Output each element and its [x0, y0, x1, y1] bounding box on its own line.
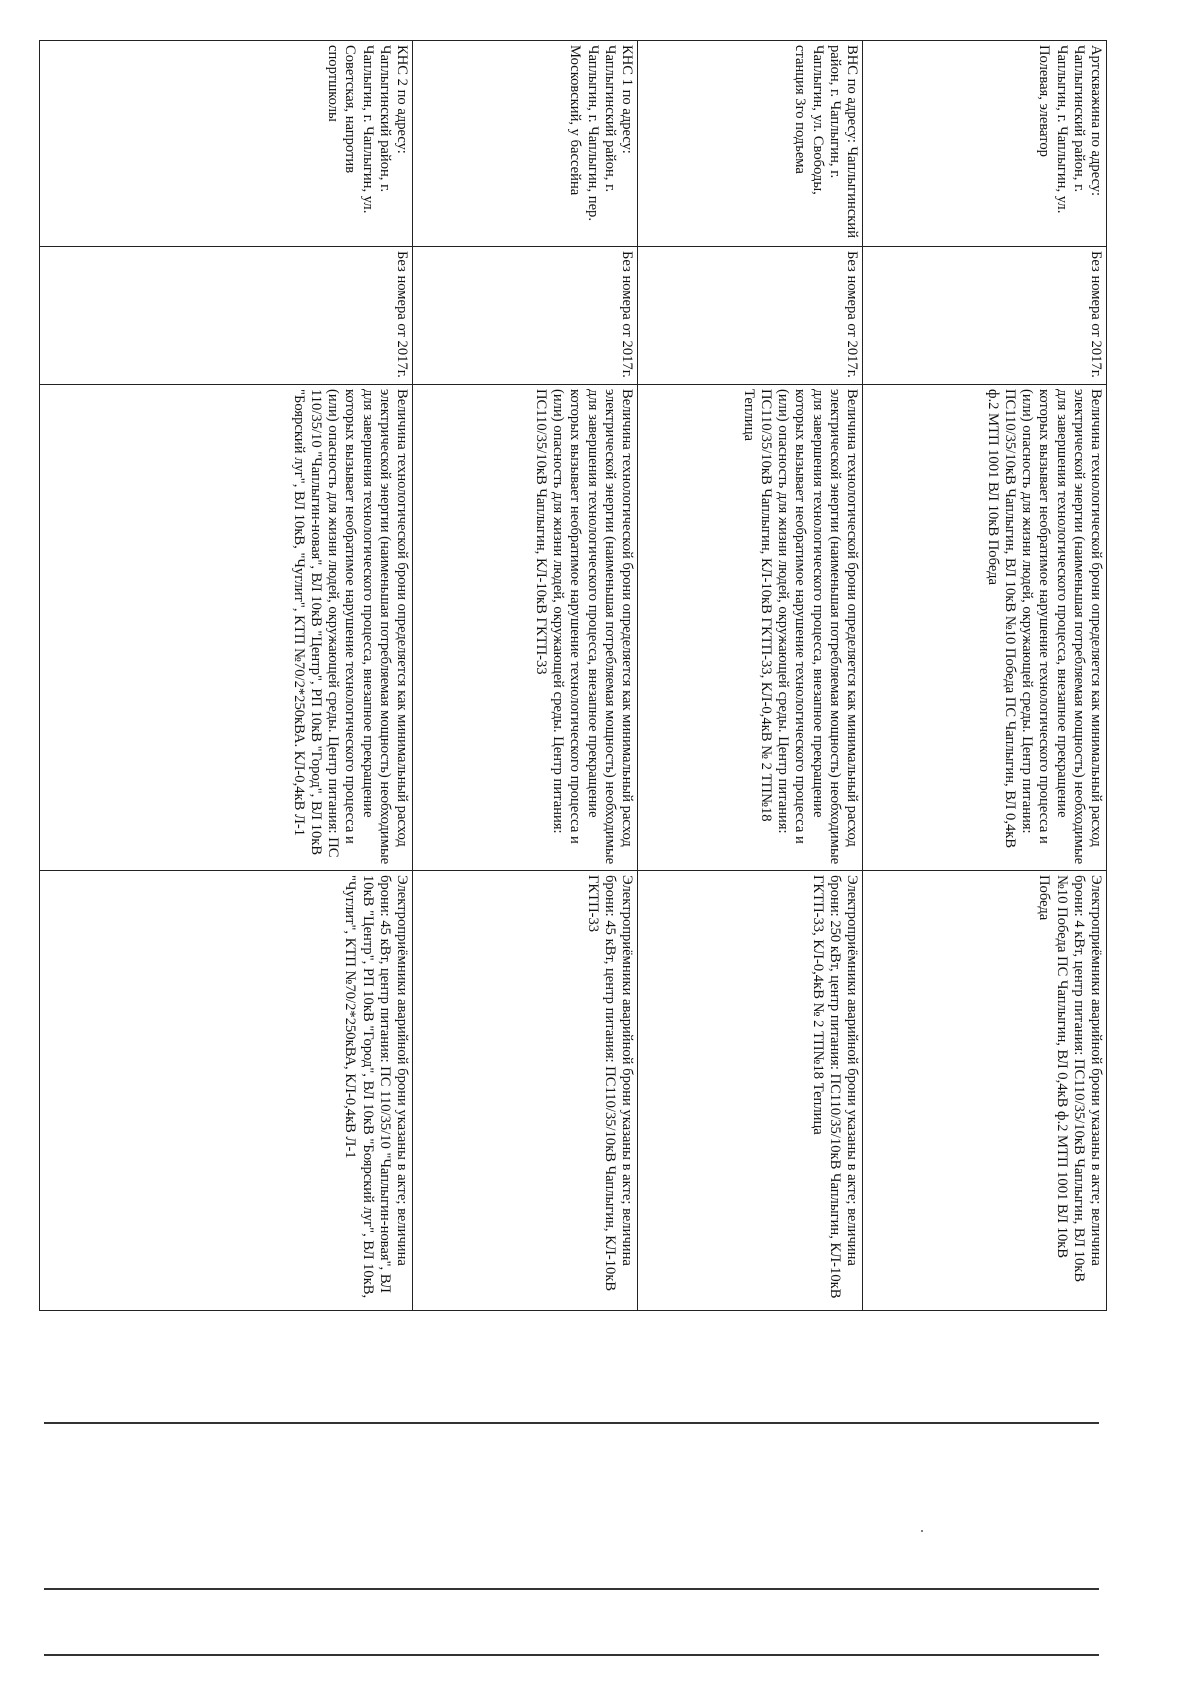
emergency-reserve-cell: Электроприёмники аварийной брони указаны в акте; величина брони: 4 кВт, центр питания: ПС110/35/10кВ Чаплыгин, ВЛ 10кВ №10 Победа ПС Чаплыгин, ВЛ 0,4кВ ф.2 МТП 1001 ВЛ 10кВ Победа — [863, 871, 1107, 1311]
tech-reserve-cell: Величина технологической брони определяется как минимальный расход электрической энергии (наименьшая потребляемая мощность) необходимые для завершения технологического процесса, внезапное прекращение которых вызывает необратимое нарушение технологического процесса и (или) опасность для жизни людей, окружающей среды. Центр питания: ПС110/35/10кВ Чаплыгин, ВЛ 10кВ №10 Победа ПС Чаплыгин, ВЛ 0,4кВ ф.2 МТП 1001 ВЛ 10кВ Победа — [863, 385, 1107, 871]
table-row — [413, 41, 638, 1311]
object-cell: КНС 2 по адресу: Чаплыгинский район, г. Чаплыгин, г. Чаплыгин, ул. Советская, напротив спортшколы — [40, 41, 413, 247]
object-cell: КНС 1 по адресу: Чаплыгинский район, г. Чаплыгин, г. Чаплыгин, пер. Московский, у бассейна — [413, 41, 638, 247]
reserve-table — [39, 40, 1107, 1311]
separator-line — [44, 1654, 1099, 1656]
separator-line — [44, 1422, 1099, 1424]
emergency-reserve-cell: Электроприёмники аварийной брони указаны в акте; величина брони: 45 кВт, центр питания: ПС110/35/10кВ Чаплыгин, КЛ-10кВ ГКТП-33 — [413, 871, 638, 1311]
object-cell: ВНС по адресу: Чаплыгинский район, г. Чаплыгин, г. Чаплыгин, ул. Свободы, станция 3го подъема — [638, 41, 863, 247]
tech-reserve-cell: Величина технологической брони определяется как минимальный расход электрической энергии (наименьшая потребляемая мощность) необходимые для завершения технологического процесса, внезапное прекращение которых вызывает необратимое нарушение технологического процесса и (или) опасность для жизни людей, окружающей среды. Центр питания: ПС 110/35/10 "Чаплыгин-новая", ВЛ 10кВ "Центр", РП 10кВ "Город", ВЛ 10кВ "Боярский луг", ВЛ 10кВ, "Чуглит", КТП №70/2*250кВА. КЛ-0,4кВ Л-1 — [40, 385, 413, 871]
separator-line — [44, 1588, 1099, 1590]
scan-speck — [921, 1530, 923, 1532]
tech-reserve-cell: Величина технологической брони определяется как минимальный расход электрической энергии (наименьшая потребляемая мощность) необходимые для завершения технологического процесса, внезапное прекращение которых вызывает необратимое нарушение технологического процесса и (или) опасность для жизни людей, окружающей среды. Центр питания: ПС110/35/10кВ Чаплыгин, КЛ-10кВ ГКТП-33 — [413, 385, 638, 871]
emergency-reserve-cell: Электроприёмники аварийной брони указаны в акте; величина брони: 45 кВт, центр питания: ПС 110/35/10 "Чаплыгин-новая", ВЛ 10кВ "Центр", РП 10кВ "Город", ВЛ 10кВ "Боярский луг", ВЛ 10кВ, "Чуглит", КТП №70/2*250кВА, КЛ-0,4кВ Л-1 — [40, 871, 413, 1311]
rotated-page — [40, 40, 1107, 1310]
object-cell: Артскважина по адресу: Чаплыгинский район, г. Чаплыгин, г. Чаплыгин, ул. Полевая, элеватор — [863, 41, 1107, 247]
table-row — [40, 41, 413, 1311]
act-cell: Без номера от 2017г. — [638, 247, 863, 385]
act-cell: Без номера от 2017г. — [413, 247, 638, 385]
act-cell: Без номера от 2017г. — [863, 247, 1107, 385]
emergency-reserve-cell: Электроприёмники аварийной брони указаны в акте; величина брони: 250 кВт, центр питания: ПС110/35/10кВ Чаплыгин, КЛ-10кВ ГКТП-33, КЛ-0,4кВ № 2 ТП№18 Теплица — [638, 871, 863, 1311]
tech-reserve-cell: Величина технологической брони определяется как минимальный расход электрической энергии (наименьшая потребляемая мощность) необходимые для завершения технологического процесса, внезапное прекращение которых вызывает необратимое нарушение технологического процесса и (или) опасность для жизни людей, окружающей среды. Центр питания: ПС110/35/10кВ Чаплыгин, КЛ-10кВ ГКТП-33, КЛ-0,4кВ № 2 ТП№18 Теплица — [638, 385, 863, 871]
act-cell: Без номера от 2017г. — [40, 247, 413, 385]
table-row — [863, 41, 1107, 1311]
table-row — [638, 41, 863, 1311]
